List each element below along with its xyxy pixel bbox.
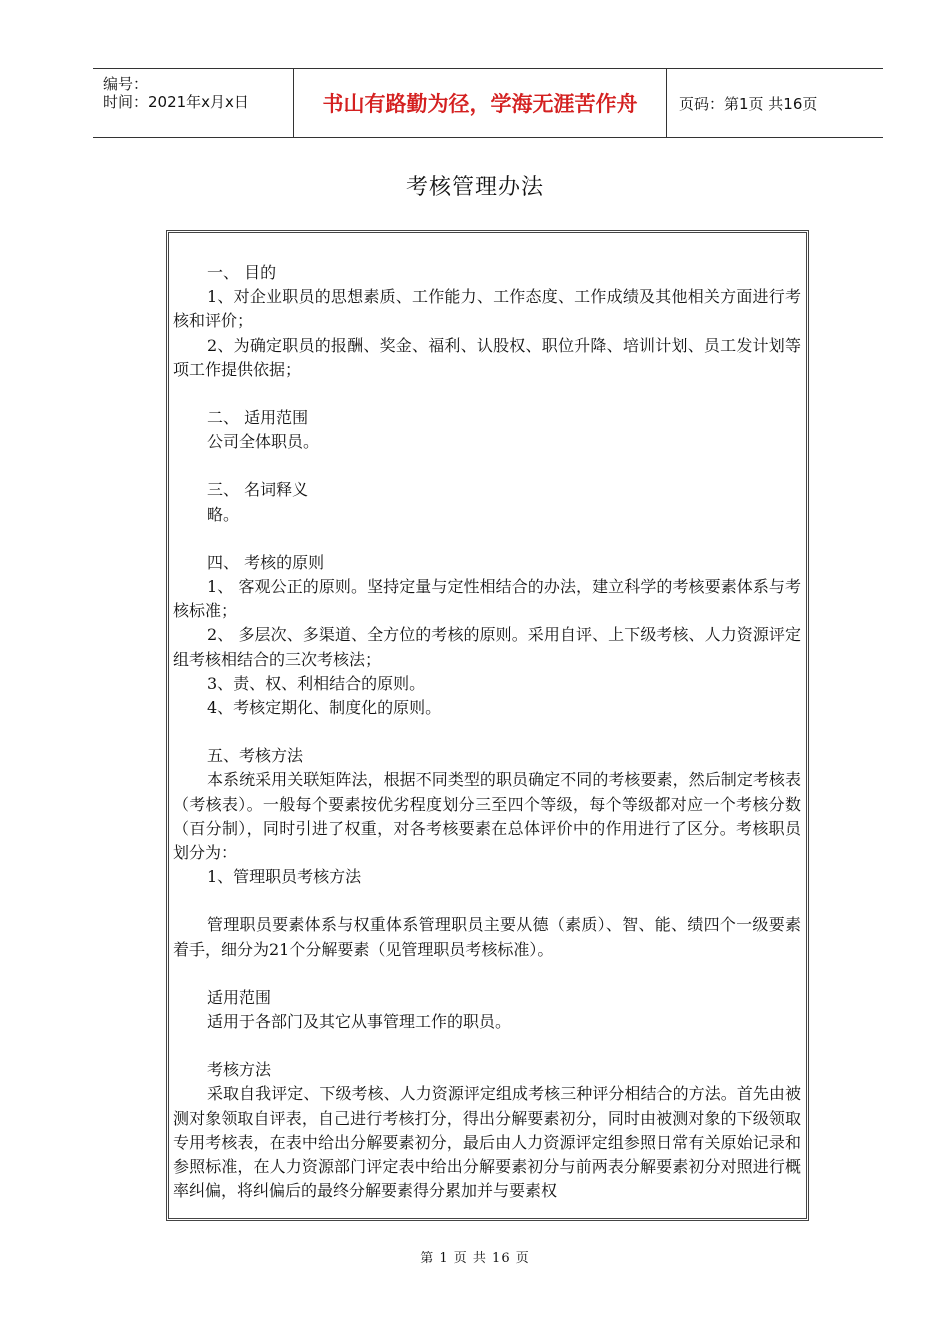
header-page-info xyxy=(667,69,883,137)
subsection-heading: 考核方法 xyxy=(207,1060,272,1080)
header-meta xyxy=(93,69,294,137)
page-footer: 第 1 页 共 16 页 xyxy=(420,1251,530,1266)
content-body xyxy=(173,261,801,1204)
section-heading: 二、 适用范围 xyxy=(207,408,309,428)
paragraph: 1、对企业职员的思想素质、工作能力、工作态度、工作成绩及其他相关方面进行考核和评价； xyxy=(173,287,801,331)
section-heading: 一、 目的 xyxy=(207,263,277,282)
subsection-heading: 适用范围 xyxy=(207,987,272,1007)
paragraph: 2、为确定职员的报酬、奖金、福利、认股权、职位升降、培训计划、员工发计划等项工作提供依据； xyxy=(173,335,801,379)
section-heading: 三、 名词释义 xyxy=(207,480,309,500)
paragraph: 1、管理职员考核方法 xyxy=(207,867,362,887)
section-heading: 四、 考核的原则 xyxy=(207,552,325,572)
content-box xyxy=(166,230,809,1221)
paragraph: 管理职员要素体系与权重体系管理职员主要从德（素质）、智、能、绩四个一级要素着手，细分为21个分解要素（见管理职员考核标准）。 xyxy=(173,915,801,959)
document-title: 考核管理办法 xyxy=(405,175,544,200)
number-label: 编号： xyxy=(103,75,149,93)
section-heading: 五、考核方法 xyxy=(207,746,304,766)
paragraph: 4、考核定期化、制度化的原则。 xyxy=(207,698,442,718)
paragraph: 适用于各部门及其它从事管理工作的职员。 xyxy=(207,1012,512,1032)
page-header xyxy=(93,68,883,138)
page-info-text: 页码：第1页 共16页 xyxy=(679,94,818,113)
paragraph: 本系统采用关联矩阵法，根据不同类型的职员确定不同的考核要素，然后制定考核表（考核表）。一般每个要素按优劣程度划分三至四个等级，每个等级都对应一个考核分数（百分制），同时引进了权重，对各考核要素在总体评价中的作用进行了区分。考核职员划分为： xyxy=(173,770,801,863)
paragraph: 略。 xyxy=(207,504,240,524)
header-motto: 书山有路勤为径，学海无涯苦作舟 xyxy=(294,69,667,137)
time-label: 时间：2021年x月x日 xyxy=(103,93,249,111)
paragraph: 3、责、权、利相结合的原则。 xyxy=(207,673,426,693)
paragraph: 1、 客观公正的原则。坚持定量与定性相结合的办法，建立科学的考核要素体系与考核标准； xyxy=(173,577,801,621)
paragraph: 2、 多层次、多渠道、全方位的考核的原则。采用自评、上下级考核、人力资源评定组考核相结合的三次考核法； xyxy=(173,625,801,669)
paragraph: 公司全体职员。 xyxy=(207,432,320,452)
paragraph: 采取自我评定、下级考核、人力资源评定组成考核三种评分相结合的方法。首先由被测对象领取自评表，自己进行考核打分，得出分解要素初分，同时由被测对象的下级领取专用考核表，在表中给出分解要素初分，最后由人力资源评定组参照日常有关原始记录和参照标准，在人力资源部门评定表中给出分解要素初分与前两表分解要素初分对照进行概率纠偏，将纠偏后的最终分解要素得分累加并与要素权 xyxy=(173,1084,801,1201)
